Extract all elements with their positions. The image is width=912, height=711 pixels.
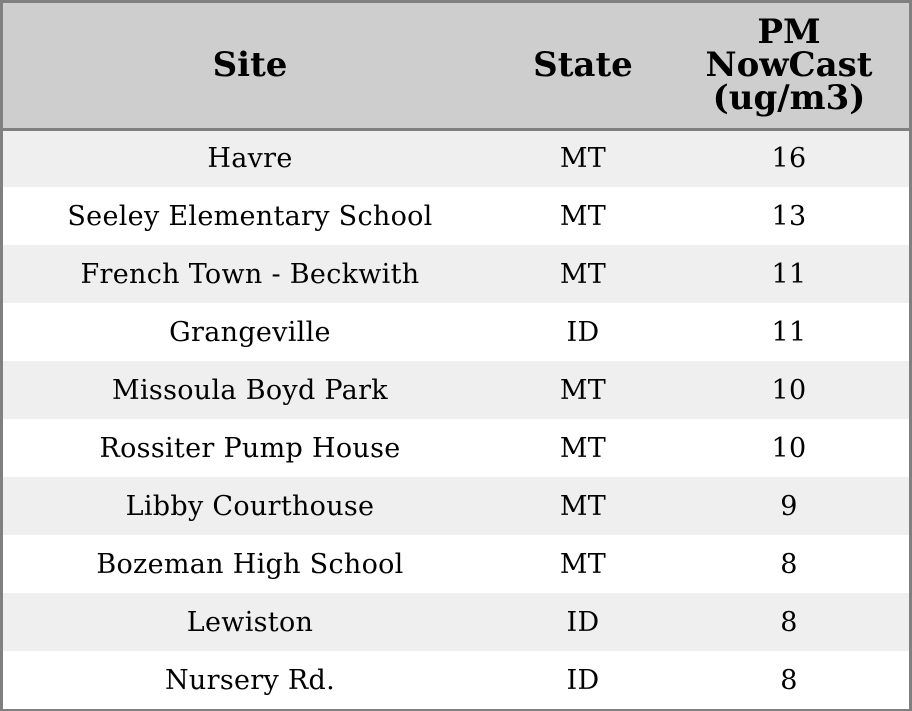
cell-pm-value: 8 [780, 548, 798, 580]
cell-state: MT [559, 258, 607, 290]
cell-state: MT [559, 374, 607, 406]
table-row [3, 535, 909, 593]
cell-site: Missoula Boyd Park [112, 374, 388, 406]
cell-state: MT [559, 200, 607, 232]
cell-site: Lewiston [186, 606, 314, 638]
cell-site: Seeley Elementary School [67, 200, 433, 232]
cell-site: Libby Courthouse [125, 490, 375, 522]
cell-pm-value: 16 [771, 143, 807, 175]
pm-nowcast-table [3, 3, 909, 709]
cell-state: ID [566, 316, 600, 348]
table-row [3, 361, 909, 419]
column-header-site: Site [3, 3, 497, 129]
cell-pm-value: 10 [771, 432, 807, 464]
table-row [3, 477, 909, 535]
table-row [3, 245, 909, 303]
cell-state: MT [559, 432, 607, 464]
table-row [3, 593, 909, 651]
cell-state: ID [566, 664, 600, 696]
cell-state: ID [566, 606, 600, 638]
cell-state: MT [559, 548, 607, 580]
column-header-pm-nowcast: PM NowCast (ug/m3) [669, 3, 909, 129]
cell-pm-value: 10 [771, 374, 807, 406]
column-header-state: State [497, 3, 669, 129]
cell-site: Havre [207, 143, 293, 175]
cell-pm-value: 8 [780, 664, 798, 696]
table-header [3, 3, 909, 129]
header-row [3, 3, 909, 129]
table-row [3, 303, 909, 361]
cell-pm-value: 13 [771, 200, 807, 232]
cell-site: Bozeman High School [96, 548, 404, 580]
cell-pm-value: 11 [771, 258, 807, 290]
table-body [3, 129, 909, 709]
cell-site: Rossiter Pump House [99, 432, 401, 464]
table-row [3, 129, 909, 187]
cell-site: Nursery Rd. [165, 664, 335, 696]
table-row [3, 187, 909, 245]
table-row [3, 419, 909, 477]
cell-pm-value: 8 [780, 606, 798, 638]
cell-state: MT [559, 143, 607, 175]
cell-site: French Town - Beckwith [80, 258, 420, 290]
cell-state: MT [559, 490, 607, 522]
table-row [3, 651, 909, 709]
cell-site: Grangeville [169, 316, 331, 348]
cell-pm-value: 11 [771, 316, 807, 348]
cell-pm-value: 9 [780, 490, 798, 522]
